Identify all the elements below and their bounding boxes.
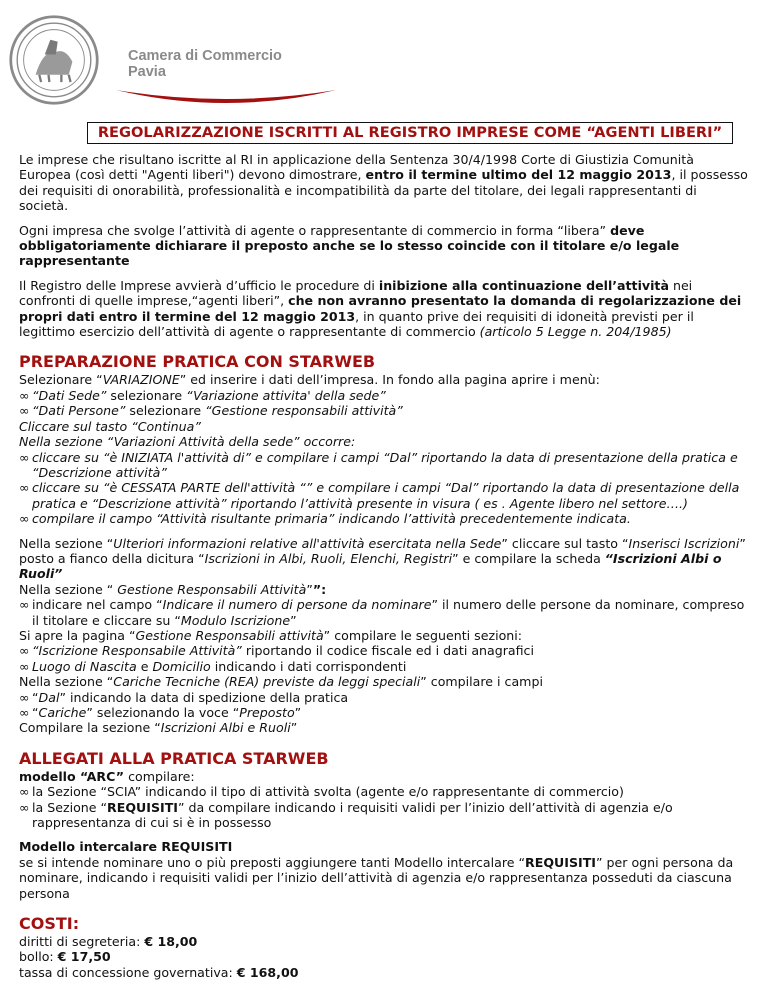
- modello-intercalare: [19, 839, 749, 901]
- text: ”: [290, 612, 297, 628]
- text: Gestione Responsabili Attività: [117, 581, 307, 597]
- text: compilare il campo “Attività risultante primaria” indicando l’attività precedentemente indicata.: [32, 511, 631, 527]
- section-heading-costi: COSTI:: [19, 914, 80, 934]
- text: ” il numero delle persone da nominare, compreso il titolare e cliccare su “: [32, 597, 745, 628]
- text: Iscrizioni Albi e Ruoli: [160, 720, 291, 736]
- bullet-icon: ∞: [19, 403, 30, 419]
- deadline-warning: che non avranno presentato la domanda di regolarizzazione dei propri dati entro il termine del 12 maggio 2013: [19, 293, 742, 324]
- document-body: [19, 152, 749, 980]
- step-gestione-responsabili: [19, 582, 749, 597]
- step-iscrizioni-albi: [19, 720, 749, 735]
- text: ”: [290, 720, 298, 736]
- list-item: [19, 705, 749, 720]
- text: Ogni impresa che svolge l’attività di agente o rappresentante di commercio in forma “libera”: [19, 222, 611, 238]
- law-reference: (articolo 5 Legge n. 204/1985): [479, 324, 672, 340]
- deadline: entro il termine ultimo del 12 maggio 2013: [365, 167, 672, 183]
- inhibition: inibizione alla continuazione dell’attività: [378, 277, 669, 293]
- text: Domicilio: [152, 658, 211, 674]
- text: selezionare: [106, 387, 187, 403]
- text: Il Registro delle Imprese avvierà d’ufficio le procedure di: [19, 277, 379, 293]
- modello-arc: [19, 769, 749, 831]
- bullet-icon: ∞: [19, 799, 30, 815]
- text: ” per ogni persona da nominare, indicando i requisiti validi per l’inizio dell’attività di agenzia e/o rappresentanza posseduti da ciascuna persona: [19, 854, 734, 901]
- text: “: [32, 689, 39, 705]
- text: , in quanto prive dei requisiti di idoneità previsti per il legittimo esercizio dell’attività di agente o rappresentante di commercio: [19, 308, 694, 340]
- arc-list: [19, 784, 749, 830]
- text: REQUISITI: [107, 799, 178, 815]
- brand-swoosh: [116, 86, 336, 116]
- bullet-icon: ∞: [19, 511, 30, 527]
- numero-persone-list: [19, 597, 749, 628]
- bullet-icon: ∞: [19, 449, 30, 465]
- cost-row: [19, 934, 749, 949]
- bullet-icon: ∞: [19, 387, 30, 403]
- text: “Gestione responsabili attività”: [205, 403, 403, 419]
- text: cliccare su “è CESSATA PARTE dell'attività “” e compilare i campi “Dal” riportando la data di presentazione della pratica e “Descrizione attività” riportando l’attività presente in visura ( es . Agente libero nel settore….): [32, 480, 740, 511]
- text: “Iscrizioni Albi o Ruoli”: [19, 550, 722, 582]
- text: ” e compilare la scheda: [452, 550, 605, 566]
- text: Cliccare sul tasto “Continua”: [19, 418, 201, 434]
- intro-paragraph-1: [19, 152, 749, 214]
- step-pagina-responsabili: [19, 628, 749, 643]
- costi-list: [19, 934, 749, 980]
- text: compilare:: [124, 768, 195, 784]
- starweb-steps-2: [19, 536, 749, 736]
- text: “Variazione attivita' della sede”: [186, 387, 386, 403]
- text: Nella sezione “: [19, 581, 118, 597]
- text: ” da compilare indicando i requisiti validi per l’inizio dell’attività di agenzia e/o rappresentanza di cui si è in possesso: [32, 799, 673, 831]
- text: Nella sezione “: [19, 674, 114, 690]
- page-title: REGOLARIZZAZIONE ISCRITTI AL REGISTRO IMPRESE COME “AGENTI LIBERI”: [87, 122, 733, 144]
- section-heading-starweb: PREPARAZIONE PRATICA CON STARWEB: [19, 352, 376, 372]
- text: riportando il codice fiscale ed i dati anagrafici: [241, 643, 534, 659]
- list-item: [19, 800, 749, 831]
- brand-line-2: Pavia: [128, 64, 166, 80]
- obligation: deve obbligatoriamente dichiarare il preposto anche se lo stesso coincide con il titolare e/o legale rappresentante: [19, 222, 680, 269]
- text: “Iscrizione Responsabile Attività”: [32, 643, 242, 659]
- bullet-icon: ∞: [19, 705, 30, 720]
- list-item: [19, 480, 749, 511]
- text: Le imprese che risultano iscritte al RI in applicazione della Sentenza 30/4/1998 Corte di Giustizia Comunità Europea (così detti "Agenti liberi") devono dimostrare,: [19, 152, 694, 183]
- step-continua: [19, 419, 749, 434]
- text: , il possesso dei requisiti di onorabilità, professionalità e incompatibilità da parte del titolare, dei legali rappresentanti di società.: [19, 167, 748, 214]
- cost-label: tassa di concessione governativa:: [19, 964, 237, 980]
- bullet-icon: ∞: [19, 784, 30, 800]
- text: Gestione Responsabili attività: [135, 627, 324, 643]
- text: la Sezione “: [32, 799, 108, 815]
- chamber-seal-logo: [8, 14, 100, 106]
- text: Si apre la pagina “: [19, 627, 136, 643]
- text: Iscrizioni in Albi, Ruoli, Elenchi, Registri: [204, 550, 453, 566]
- text: e: [136, 658, 153, 674]
- header: [8, 14, 568, 114]
- text: Inserisci Iscrizioni: [628, 535, 740, 551]
- intercalare-text: [19, 855, 749, 901]
- text: ” compilare i campi: [420, 674, 543, 690]
- cariche-list: [19, 690, 749, 721]
- list-item: [19, 659, 749, 674]
- text: ” ed inserire i dati dell’impresa. In fondo alla pagina aprire i menù:: [179, 372, 600, 388]
- text: Dal: [38, 689, 60, 705]
- text: Nella sezione “Variazioni Attività della sede” occorre:: [19, 434, 356, 450]
- text: Selezionare “: [19, 372, 103, 388]
- bullet-icon: ∞: [19, 658, 30, 674]
- bullet-icon: ∞: [19, 480, 30, 496]
- text: nei confronti di quelle imprese,“agenti liberi”,: [19, 277, 693, 309]
- list-item: [19, 403, 749, 418]
- text: ” indicando la data di spedizione della pratica: [59, 689, 349, 705]
- text: ” cliccare sul tasto “: [501, 535, 629, 551]
- text: indicare nel campo “: [32, 597, 163, 613]
- text: ”:: [312, 581, 327, 597]
- list-item: [19, 784, 749, 799]
- text: selezionare: [125, 403, 206, 419]
- text: Compilare la sezione “: [19, 720, 161, 736]
- text: “: [32, 705, 39, 720]
- text: Nella sezione “: [19, 535, 114, 551]
- cost-value: € 18,00: [144, 934, 198, 950]
- bullet-icon: ∞: [19, 643, 30, 659]
- bullet-icon: ∞: [19, 689, 30, 705]
- sezioni-list: [19, 643, 749, 674]
- text: Preposto: [239, 705, 295, 720]
- text: ” selezionando la voce “: [86, 705, 240, 720]
- list-item: [19, 511, 749, 526]
- list-item: [19, 690, 749, 705]
- starweb-steps: [19, 372, 749, 526]
- text: modello “ARC”: [19, 768, 125, 784]
- variazioni-list: [19, 450, 749, 527]
- text: Indicare il numero di persone da nominare: [162, 597, 432, 613]
- text: la Sezione “SCIA” indicando il tipo di attività svolta (agente e/o rappresentante di commercio): [32, 784, 624, 800]
- text: cliccare su “è INIZIATA l'attività di” e compilare i campi “Dal” riportando la data di presentazione della pratica e “Descrizione attività”: [32, 449, 738, 480]
- text: REQUISITI: [525, 854, 596, 870]
- cost-value: € 168,00: [236, 964, 299, 980]
- bullet-icon: ∞: [19, 597, 30, 613]
- cost-label: diritti di segreteria:: [19, 934, 145, 950]
- text: se si intende nominare uno o più preposti aggiungere tanti Modello intercalare “: [19, 854, 526, 870]
- step-variazioni-sede: [19, 434, 749, 449]
- list-item: [19, 388, 749, 403]
- arc-title: [19, 769, 749, 784]
- text: VARIAZIONE: [102, 372, 180, 388]
- intro-paragraph-3: [19, 278, 749, 340]
- cost-row: [19, 949, 749, 964]
- text: Ulteriori informazioni relative all'attività esercitata nella Sede: [113, 535, 502, 551]
- text: Cariche Tecniche (REA) previste da leggi speciali: [113, 674, 421, 690]
- intercalare-title: [19, 839, 749, 854]
- step-ulteriori-info: [19, 536, 749, 582]
- text: Luogo di Nascita: [32, 658, 137, 674]
- step-cariche-tecniche: [19, 674, 749, 689]
- intro-paragraph-2: [19, 223, 749, 269]
- section-heading-allegati: ALLEGATI ALLA PRATICA STARWEB: [19, 748, 329, 768]
- text: “Dati Persone”: [32, 403, 126, 419]
- text: Modulo Iscrizione: [180, 612, 291, 628]
- menu-list: [19, 388, 749, 419]
- text: Modello intercalare REQUISITI: [19, 839, 233, 855]
- step-variazione: [19, 372, 749, 387]
- text: “Dati Sede”: [32, 387, 107, 403]
- brand-name: [128, 48, 282, 80]
- list-item: [19, 597, 749, 628]
- cost-value: € 17,50: [57, 949, 111, 965]
- text: ”: [294, 705, 302, 720]
- cost-label: bollo:: [19, 949, 58, 965]
- text: ” posto a fianco della dicitura “: [19, 535, 746, 566]
- text: ” compilare le seguenti sezioni:: [323, 627, 523, 643]
- list-item: [19, 450, 749, 481]
- text: ”: [306, 581, 313, 597]
- text: indicando i dati corrispondenti: [210, 658, 407, 674]
- cost-row: [19, 965, 749, 980]
- list-item: [19, 643, 749, 658]
- brand-line-1: Camera di Commercio: [128, 48, 282, 64]
- text: Cariche: [38, 705, 87, 720]
